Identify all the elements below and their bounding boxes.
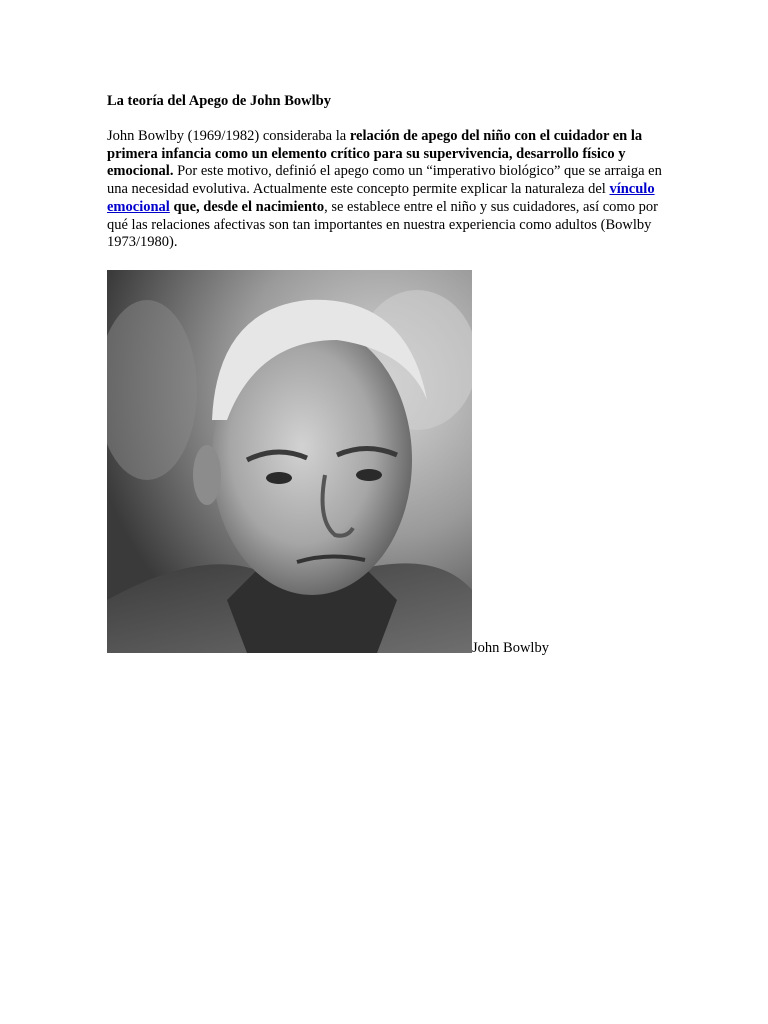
- text-run-2: Por este motivo, definió el apego como un “imperativo biológico” que se arraiga en una necesidad evolutiva. Actualmente este concepto permite explicar la naturaleza del: [107, 163, 662, 198]
- document-title: La teoría del Apego de John Bowlby: [107, 93, 331, 109]
- body-paragraph: [107, 128, 667, 252]
- vinculo-emocional-link[interactable]: vínculo emocional: [107, 181, 655, 215]
- bold-run-2: que, desde el nacimiento: [169, 198, 325, 215]
- john-bowlby-portrait: [107, 270, 472, 653]
- text-run-1: John Bowlby (1969/1982) consideraba la: [107, 128, 350, 144]
- portrait-caption: John Bowlby: [472, 640, 549, 656]
- bold-run-1: relación de apego del niño con el cuidador en la primera infancia como un elemento crítico para su supervivencia, desarrollo físico y emocional.: [107, 128, 643, 180]
- text-run-3: , se establece entre el niño y sus cuidadores, así como por qué las relaciones afectivas son tan importantes en nuestra experiencia como adultos (Bowlby 1973/1980).: [107, 198, 658, 251]
- portrait-figure: [107, 270, 549, 656]
